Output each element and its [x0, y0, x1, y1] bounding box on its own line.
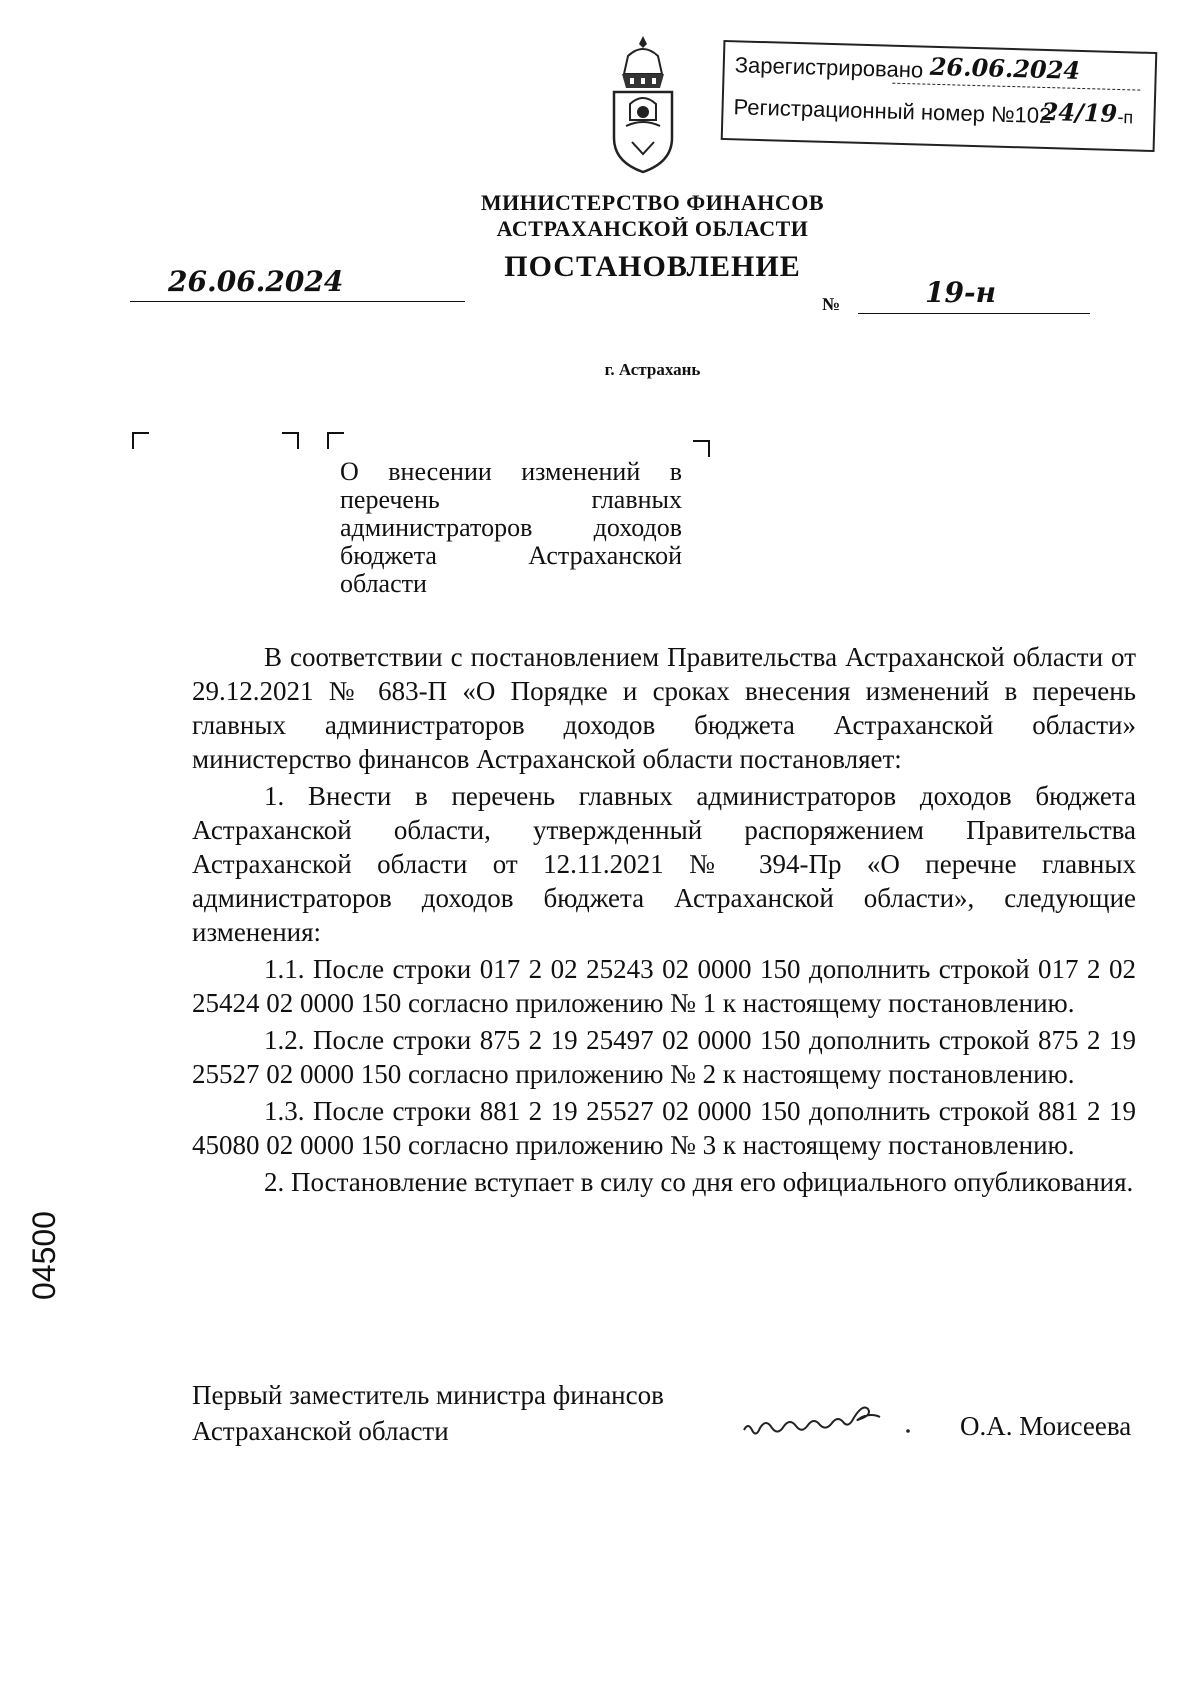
document-subject	[340, 458, 682, 598]
body-paragraph-item-1-1: 1.1. После строки 017 2 02 25243 02 0000 150 дополнить строкой 017 2 02 25424 02 0000 150 согласно приложению № 1 к настоящему постановлению.	[192, 954, 1136, 1018]
signatory-title-line2: Астраханской области	[192, 1416, 449, 1446]
body-paragraph-item-1: 1. Внести в перечень главных администраторов доходов бюджета Астраханской области, утвержденный распоряжением Правительства Астраханской области от 12.11.2021 № 394-Пр «О перечне главных администраторов доходов бюджета Астраханской области», следующие изменения:	[192, 781, 1136, 947]
document-body	[192, 640, 1136, 1202]
corner-mark-subject-right	[693, 440, 710, 457]
body-paragraph-preamble: В соответствии с постановлением Правительства Астраханской области от 29.12.2021 № 683-П «О Порядке и сроках внесения изменений в перечень главных администраторов доходов бюджета Астраханской области» министерство финансов Астраханской области постановляет:	[192, 642, 1136, 774]
document-type: ПОСТАНОВЛЕНИЕ	[504, 250, 801, 283]
stamp-reg-number-suffix: -п	[1117, 106, 1134, 128]
stamp-reg-number-label: Регистрационный номер №102	[733, 94, 1052, 129]
signatory-name: О.А. Моисеева	[960, 1411, 1132, 1441]
corner-mark-subject-left	[327, 432, 344, 449]
stamp-reg-number-value: 24/19	[1041, 96, 1118, 128]
number-sign: №	[822, 294, 841, 314]
subject-line: перечень главных	[340, 485, 682, 514]
body-paragraph-item-1-2: 1.2. После строки 875 2 19 25497 02 0000 150 дополнить строкой 875 2 19 25527 02 0000 150 согласно приложению № 2 к настоящему постановлению.	[192, 1025, 1136, 1089]
handwritten-signature	[740, 1400, 910, 1440]
city: г. Астрахань	[604, 360, 701, 379]
ministry-name-line2: АСТРАХАНСКОЙ ОБЛАСТИ	[496, 216, 809, 241]
document-number: 19-н	[925, 276, 996, 309]
subject-line: О внесении изменений в	[340, 457, 682, 486]
body-paragraph-item-2: 2. Постановление вступает в силу со дня его официального опубликования.	[264, 1167, 1134, 1197]
registration-stamp	[721, 40, 1158, 152]
document-date: 26.06.2024	[168, 265, 344, 298]
corner-mark-top-left	[132, 432, 149, 449]
number-underline	[858, 313, 1090, 314]
subject-line: администраторов доходов	[340, 513, 682, 542]
stamp-registered-date: 26.06.2024	[929, 51, 1081, 85]
ministry-name-line1: МИНИСТЕРСТВО ФИНАНСОВ	[480, 190, 825, 215]
subject-line: области	[340, 569, 427, 598]
signatory-title	[192, 1377, 664, 1449]
subject-line: бюджета Астраханской	[340, 541, 682, 570]
corner-mark-top-right	[282, 432, 299, 449]
side-number: 04500	[26, 1211, 62, 1300]
body-paragraph-item-1-3: 1.3. После строки 881 2 19 25527 02 0000 150 дополнить строкой 881 2 19 45080 02 0000 150 согласно приложению № 3 к настоящему постановлению.	[192, 1096, 1136, 1160]
coat-of-arms-emblem	[608, 34, 678, 174]
stamp-registered-label: Зарегистрировано	[734, 52, 924, 83]
signatory-title-line1: Первый заместитель министра финансов	[192, 1380, 664, 1410]
date-underline	[130, 301, 465, 302]
